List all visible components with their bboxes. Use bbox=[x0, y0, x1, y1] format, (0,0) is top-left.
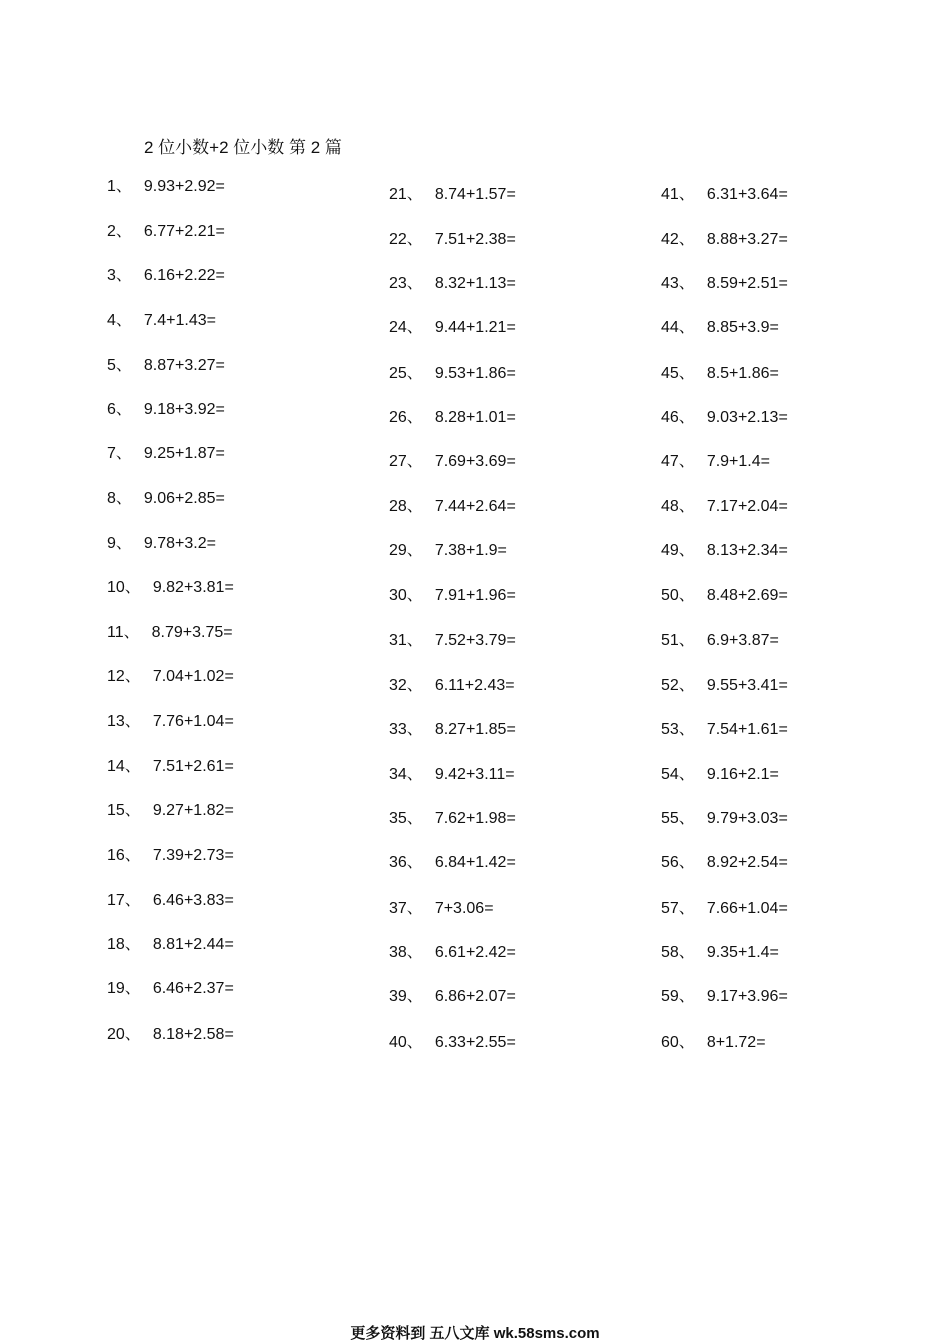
problem-item bbox=[107, 846, 234, 866]
problem-item bbox=[389, 318, 516, 338]
problem-item bbox=[661, 676, 788, 696]
problem-item bbox=[107, 400, 225, 420]
problem-item bbox=[107, 489, 225, 509]
problem-item bbox=[661, 541, 788, 561]
problem-number: 37、 bbox=[389, 900, 423, 917]
problem-number: 51、 bbox=[661, 632, 695, 649]
problem-expression: 8.18+2.58= bbox=[152, 1026, 234, 1043]
problem-number: 17、 bbox=[107, 892, 141, 909]
problem-item bbox=[389, 899, 494, 919]
problem-expression: 8.85+3.9= bbox=[706, 319, 779, 336]
problem-expression: 6.77+2.21= bbox=[143, 223, 225, 240]
problem-item bbox=[661, 720, 788, 740]
problem-item bbox=[389, 497, 516, 517]
problem-expression: 8.92+2.54= bbox=[706, 854, 788, 871]
problem-expression: 6.86+2.07= bbox=[434, 988, 516, 1005]
problem-item bbox=[107, 356, 225, 376]
problem-expression: 7.17+2.04= bbox=[706, 498, 788, 515]
problem-item bbox=[107, 444, 225, 464]
problem-number: 1、 bbox=[107, 178, 132, 195]
problem-item bbox=[107, 1025, 234, 1045]
problem-item bbox=[389, 1033, 516, 1053]
problem-number: 41、 bbox=[661, 186, 695, 203]
problem-number: 48、 bbox=[661, 498, 695, 515]
problem-number: 3、 bbox=[107, 267, 132, 284]
problem-item bbox=[389, 586, 516, 606]
problem-expression: 9.35+1.4= bbox=[706, 944, 779, 961]
problem-number: 20、 bbox=[107, 1026, 141, 1043]
problem-expression: 9.42+3.11= bbox=[434, 766, 515, 783]
problem-number: 53、 bbox=[661, 721, 695, 738]
problem-expression: 8.32+1.13= bbox=[434, 275, 516, 292]
problem-number: 47、 bbox=[661, 453, 695, 470]
problem-expression: 6.33+2.55= bbox=[434, 1034, 516, 1051]
problem-expression: 6.84+1.42= bbox=[434, 854, 516, 871]
problem-item bbox=[107, 623, 233, 643]
problem-number: 31、 bbox=[389, 632, 423, 649]
problem-expression: 7.9+1.4= bbox=[706, 453, 770, 470]
problem-expression: 8+1.72= bbox=[706, 1034, 766, 1051]
problem-number: 10、 bbox=[107, 579, 141, 596]
problem-item bbox=[389, 408, 516, 428]
problem-expression: 9.16+2.1= bbox=[706, 766, 779, 783]
problem-item bbox=[661, 899, 788, 919]
problem-expression: 8.48+2.69= bbox=[706, 587, 788, 604]
problem-number: 24、 bbox=[389, 319, 423, 336]
problem-number: 44、 bbox=[661, 319, 695, 336]
problem-expression: 7.54+1.61= bbox=[706, 721, 788, 738]
problem-number: 6、 bbox=[107, 401, 132, 418]
problem-item bbox=[389, 631, 516, 651]
problem-item bbox=[389, 185, 516, 205]
problem-item bbox=[661, 318, 779, 338]
problem-number: 2、 bbox=[107, 223, 132, 240]
problem-item bbox=[661, 765, 779, 785]
problem-expression: 9.82+3.81= bbox=[152, 579, 234, 596]
problem-item bbox=[107, 801, 234, 821]
problem-number: 45、 bbox=[661, 365, 695, 382]
problem-item bbox=[389, 987, 516, 1007]
problem-item bbox=[107, 979, 234, 999]
problem-item bbox=[107, 177, 225, 197]
problem-expression: 6.61+2.42= bbox=[434, 944, 516, 961]
problem-item bbox=[389, 853, 516, 873]
problem-expression: 7.76+1.04= bbox=[152, 713, 234, 730]
problem-expression: 9.93+2.92= bbox=[143, 178, 225, 195]
problem-expression: 9.79+3.03= bbox=[706, 810, 788, 827]
problem-number: 46、 bbox=[661, 409, 695, 426]
problem-item bbox=[389, 274, 516, 294]
problem-number: 8、 bbox=[107, 490, 132, 507]
problem-item bbox=[107, 578, 234, 598]
problem-expression: 9.78+3.2= bbox=[143, 535, 216, 552]
problem-item bbox=[661, 230, 788, 250]
problem-item bbox=[107, 891, 234, 911]
problem-number: 28、 bbox=[389, 498, 423, 515]
problem-number: 25、 bbox=[389, 365, 423, 382]
problem-item bbox=[107, 667, 234, 687]
problem-item bbox=[389, 452, 516, 472]
problem-item bbox=[107, 935, 234, 955]
problem-expression: 7.66+1.04= bbox=[706, 900, 788, 917]
footer-watermark: 更多资料到 五八文库 wk.58sms.com bbox=[350, 1325, 600, 1342]
problem-item bbox=[107, 712, 234, 732]
problem-expression: 8.59+2.51= bbox=[706, 275, 788, 292]
problem-number: 29、 bbox=[389, 542, 423, 559]
problem-number: 5、 bbox=[107, 357, 132, 374]
problem-number: 55、 bbox=[661, 810, 695, 827]
problem-item bbox=[389, 364, 516, 384]
problem-number: 54、 bbox=[661, 766, 695, 783]
problem-number: 34、 bbox=[389, 766, 423, 783]
problem-item bbox=[661, 853, 788, 873]
problem-expression: 6.31+3.64= bbox=[706, 186, 788, 203]
problem-expression: 6.11+2.43= bbox=[434, 677, 515, 694]
problem-number: 21、 bbox=[389, 186, 423, 203]
problem-expression: 7.51+2.61= bbox=[152, 758, 234, 775]
worksheet-title: 2 位小数+2 位小数 第 2 篇 bbox=[144, 138, 342, 157]
problem-number: 9、 bbox=[107, 535, 132, 552]
problem-number: 22、 bbox=[389, 231, 423, 248]
problem-expression: 7.4+1.43= bbox=[143, 312, 216, 329]
problem-number: 13、 bbox=[107, 713, 141, 730]
problem-number: 23、 bbox=[389, 275, 423, 292]
problem-number: 18、 bbox=[107, 936, 141, 953]
problem-number: 27、 bbox=[389, 453, 423, 470]
problem-item bbox=[661, 408, 788, 428]
problem-number: 56、 bbox=[661, 854, 695, 871]
problem-item bbox=[661, 185, 788, 205]
problem-item bbox=[107, 222, 225, 242]
problem-item bbox=[389, 676, 515, 696]
problem-expression: 9.25+1.87= bbox=[143, 445, 225, 462]
problem-number: 30、 bbox=[389, 587, 423, 604]
problem-item bbox=[661, 497, 788, 517]
problem-item bbox=[107, 757, 234, 777]
problem-expression: 9.27+1.82= bbox=[152, 802, 234, 819]
problem-expression: 7.44+2.64= bbox=[434, 498, 516, 515]
problem-number: 42、 bbox=[661, 231, 695, 248]
problem-item bbox=[661, 809, 788, 829]
problem-expression: 8.79+3.75= bbox=[151, 624, 233, 641]
problem-item bbox=[107, 311, 216, 331]
problem-item bbox=[389, 765, 515, 785]
problem-item bbox=[661, 987, 788, 1007]
problem-expression: 7.62+1.98= bbox=[434, 810, 516, 827]
problem-expression: 8.28+1.01= bbox=[434, 409, 516, 426]
problem-number: 7、 bbox=[107, 445, 132, 462]
problem-expression: 8.88+3.27= bbox=[706, 231, 788, 248]
problem-expression: 6.16+2.22= bbox=[143, 267, 225, 284]
problem-number: 50、 bbox=[661, 587, 695, 604]
problem-number: 59、 bbox=[661, 988, 695, 1005]
problem-expression: 7.04+1.02= bbox=[152, 668, 234, 685]
problem-number: 14、 bbox=[107, 758, 141, 775]
problem-item bbox=[661, 1033, 766, 1053]
problem-expression: 9.55+3.41= bbox=[706, 677, 788, 694]
problem-expression: 7.52+3.79= bbox=[434, 632, 516, 649]
problem-expression: 8.13+2.34= bbox=[706, 542, 788, 559]
problem-item bbox=[389, 541, 507, 561]
problem-item bbox=[389, 809, 516, 829]
problem-item bbox=[107, 534, 216, 554]
problem-number: 11、 bbox=[107, 624, 140, 641]
problem-number: 12、 bbox=[107, 668, 141, 685]
problem-expression: 7.51+2.38= bbox=[434, 231, 516, 248]
problem-expression: 7.38+1.9= bbox=[434, 542, 507, 559]
problem-number: 60、 bbox=[661, 1034, 695, 1051]
problem-expression: 6.9+3.87= bbox=[706, 632, 779, 649]
problem-number: 58、 bbox=[661, 944, 695, 961]
problem-number: 32、 bbox=[389, 677, 423, 694]
problem-number: 33、 bbox=[389, 721, 423, 738]
problem-expression: 6.46+2.37= bbox=[152, 980, 234, 997]
problem-number: 52、 bbox=[661, 677, 695, 694]
problem-item bbox=[661, 943, 779, 963]
problem-item bbox=[389, 230, 516, 250]
problem-number: 39、 bbox=[389, 988, 423, 1005]
problem-expression: 8.27+1.85= bbox=[434, 721, 516, 738]
problem-item bbox=[107, 266, 225, 286]
problem-expression: 7.39+2.73= bbox=[152, 847, 234, 864]
problem-expression: 9.18+3.92= bbox=[143, 401, 225, 418]
problem-expression: 7.69+3.69= bbox=[434, 453, 516, 470]
problem-expression: 9.44+1.21= bbox=[434, 319, 516, 336]
problem-number: 57、 bbox=[661, 900, 695, 917]
problem-item bbox=[661, 274, 788, 294]
problem-number: 40、 bbox=[389, 1034, 423, 1051]
problem-expression: 9.03+2.13= bbox=[706, 409, 788, 426]
problem-expression: 8.74+1.57= bbox=[434, 186, 516, 203]
problem-expression: 9.06+2.85= bbox=[143, 490, 225, 507]
problem-number: 35、 bbox=[389, 810, 423, 827]
problem-item bbox=[389, 943, 516, 963]
problem-number: 49、 bbox=[661, 542, 695, 559]
problem-number: 15、 bbox=[107, 802, 141, 819]
problem-expression: 8.87+3.27= bbox=[143, 357, 225, 374]
problem-item bbox=[661, 364, 779, 384]
problem-expression: 8.81+2.44= bbox=[152, 936, 234, 953]
problem-number: 36、 bbox=[389, 854, 423, 871]
problem-expression: 7+3.06= bbox=[434, 900, 494, 917]
problem-expression: 9.53+1.86= bbox=[434, 365, 516, 382]
problem-item bbox=[389, 720, 516, 740]
problem-number: 19、 bbox=[107, 980, 141, 997]
problem-expression: 7.91+1.96= bbox=[434, 587, 516, 604]
problem-number: 43、 bbox=[661, 275, 695, 292]
problem-expression: 6.46+3.83= bbox=[152, 892, 234, 909]
problem-number: 38、 bbox=[389, 944, 423, 961]
problem-number: 16、 bbox=[107, 847, 141, 864]
problem-number: 26、 bbox=[389, 409, 423, 426]
problem-expression: 9.17+3.96= bbox=[706, 988, 788, 1005]
problem-item bbox=[661, 586, 788, 606]
problem-number: 4、 bbox=[107, 312, 132, 329]
problem-item bbox=[661, 631, 779, 651]
problem-expression: 8.5+1.86= bbox=[706, 365, 779, 382]
problem-item bbox=[661, 452, 770, 472]
